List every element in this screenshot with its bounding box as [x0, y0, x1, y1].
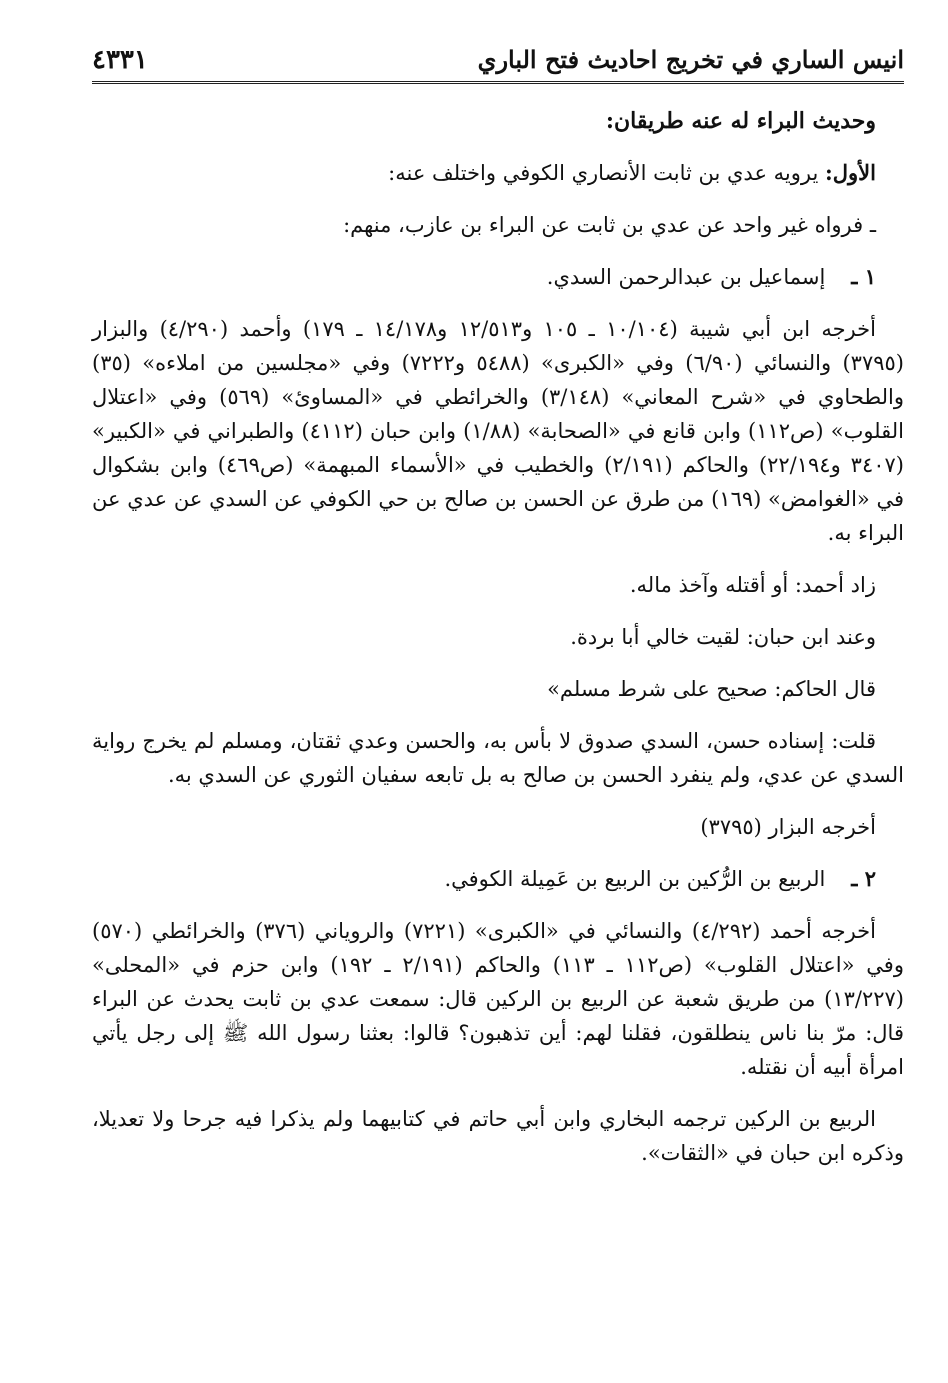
item-2 — [92, 862, 904, 896]
page-number: ٤٣٣١ — [92, 45, 148, 75]
page-header — [92, 40, 904, 84]
item-1-name: إسماعيل بن عبدالرحمن السدي. — [546, 265, 826, 289]
ahmad-addition: زاد أحمد: أو أقتله وآخذ ماله. — [629, 573, 876, 597]
item-1-number: ١ ـ — [851, 264, 876, 289]
first-label: الأول: — [825, 160, 876, 185]
narrators-intro: ـ فرواه غير واحد عن عدي بن ثابت عن البراء بن عازب، منهم: — [343, 213, 876, 237]
rabi-note: الربيع بن الركين ترجمه البخاري وابن أبي حاتم في كتابيهما ولم يذكرا فيه جرحا ولا تعديلا، وذكره ابن حبان في «الثقات». — [92, 1107, 904, 1165]
author-comment-text: إسناده حسن، السدي صدوق لا بأس به، والحسن وعدي ثقتان، ومسلم لم يخرج رواية السدي عن عدي، ولم ينفرد الحسن بن صالح به بل تابعه سفيان الثوري عن السدي به. — [92, 729, 904, 787]
document-page — [92, 40, 904, 1360]
item-2-name: الربيع بن الرُّكين بن الربيع بن عَمِيلة الكوفي. — [444, 867, 826, 891]
bazzar-takhrij: أخرجه البزار (٣٧٩٥) — [700, 815, 876, 839]
section-heading: وحديث البراء له عنه طريقان: — [605, 108, 876, 134]
book-title: انيس الساري في تخريج احاديث فتح الباري — [477, 45, 904, 74]
page-body — [92, 104, 904, 1170]
item-2-number: ٢ ـ — [851, 866, 876, 891]
item-2-takhrij: أخرجه أحمد (٤/٢٩٢) والنسائي في «الكبرى» (٧٢٢١) والروياني (٣٧٦) والخرائطي (٥٧٠) وفي «اعتلال القلوب» (ص١١٢ ـ ١١٣) والحاكم (٢/١٩١ ـ ١٩٢) وابن حزم في «المحلى» (١٣/٢٢٧) من طريق شعبة عن الربيع بن الركين قال: سمعت عدي بن ثابت يحدث عن البراء قال: مرّ بنا ناس ينطلقون، فقلنا لهم: أين تذهبون؟ قالوا: بعثنا رسول الله ﷺ إلى رجل يأتي امرأة أبيه أن نقتله. — [92, 919, 904, 1079]
item-1-takhrij: أخرجه ابن أبي شيبة (١٠/١٠٤ ـ ١٠٥ و١٢/٥١٣ و١٤/١٧٨ ـ ١٧٩) وأحمد (٤/٢٩٠) والبزار (٣٧٩٥) والنسائي (٦/٩٠) وفي «الكبرى» (٥٤٨٨ و٧٢٢٢) وفي «مجلسين من املاءه» (٣٥) والطحاوي في «شرح المعاني» (٣/١٤٨) والخرائطي في «المساوئ» (٥٦٩) وفي «اعتلال القلوب» (ص١١٢) وابن قانع في «الصحابة» (١/٨٨) وابن حبان (٤١١٢) والطبراني في «الكبير» (٣٤٠٧ و٢٢/١٩٤) والحاكم (٢/١٩١) والخطيب في «الأسماء المبهمة» (ص٤٦٩) وابن بشكوال في «الغوامض» (١٦٩) من طرق عن الحسن بن صالح بن حي الكوفي عن السدي عن عدي عن البراء به. — [92, 317, 904, 545]
author-comment-label: قلت: — [831, 729, 876, 753]
author-comment — [92, 724, 904, 792]
item-1 — [92, 260, 904, 294]
ibn-hibban-note: وعند ابن حبان: لقيت خالي أبا بردة. — [570, 625, 876, 649]
hakim-note: قال الحاكم: صحيح على شرط مسلم» — [547, 677, 876, 701]
first-text: يرويه عدي بن ثابت الأنصاري الكوفي واختلف عنه: — [388, 161, 819, 185]
first-path — [92, 156, 904, 190]
